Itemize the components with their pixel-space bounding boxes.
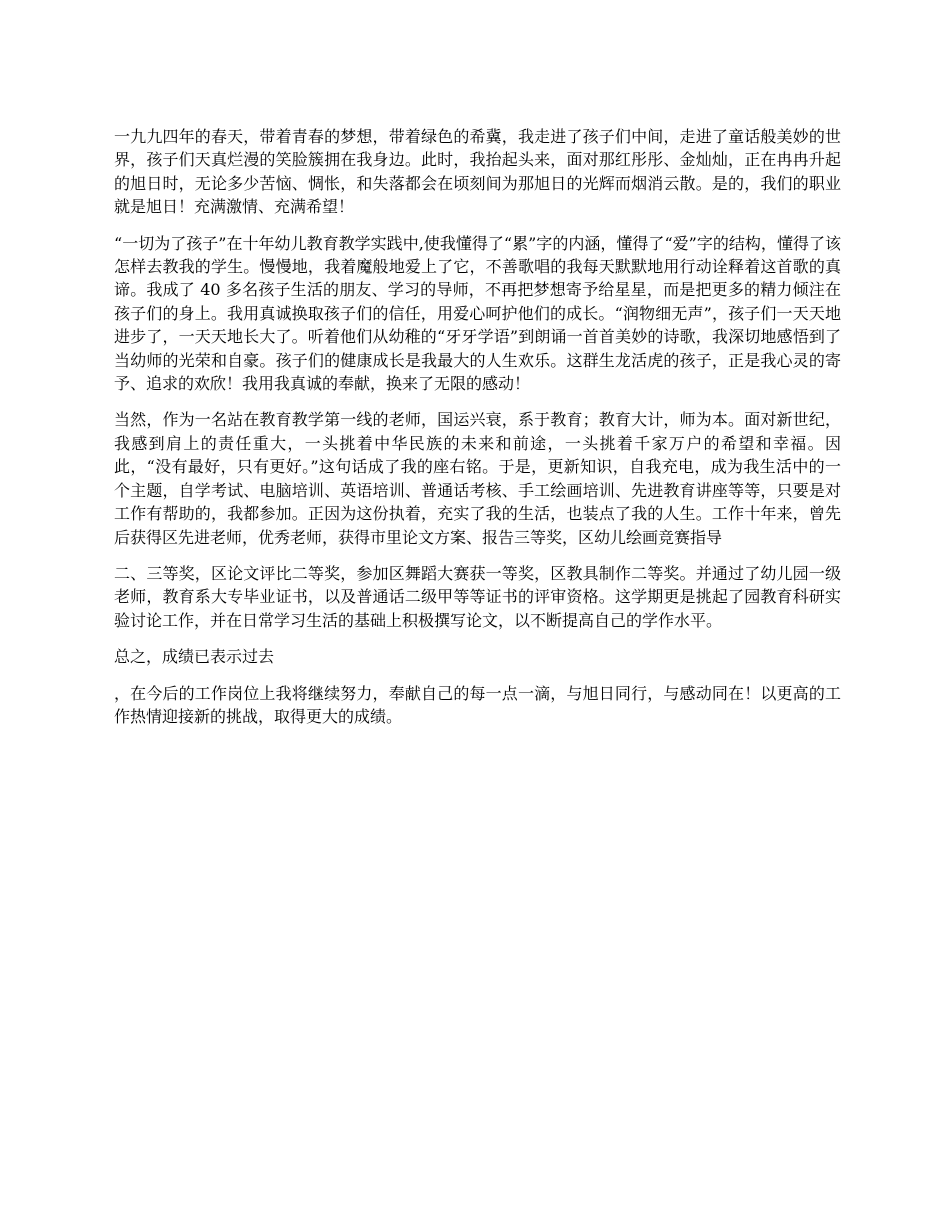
paragraph-1: 一九九四年的春天，带着青春的梦想，带着绿色的希冀，我走进了孩子们中间，走进了童话般美妙的世界，孩子们天真烂漫的笑脸簇拥在我身边。此时，我抬起头来，面对那红彤彤、金灿灿，正在冉冉升起的旭日时，无论多少苦恼、惆怅，和失落都会在顷刻间为那旭日的光辉而烟消云散。是的，我们的职业就是旭日！充满激情、充满希望！ (114, 127, 841, 217)
paragraph-5: 总之，成绩已表示过去 (114, 647, 275, 667)
document-body (114, 125, 841, 741)
paragraph-4: 二、三等奖，区论文评比二等奖，参加区舞蹈大赛获一等奖，区教具制作二等奖。并通过了幼儿园一级老师，教育系大专毕业证书，以及普通话二级甲等等证书的评审资格。这学期更是挑起了园教育科研实验讨论工作，并在日常学习生活的基础上积极撰写论文，以不断提高自己的学作水平。 (114, 563, 841, 630)
paragraph-6: ，在今后的工作岗位上我将继续努力，奉献自己的每一点一滴，与旭日同行，与感动同在！以更高的工作热情迎接新的挑战，取得更大的成绩。 (114, 683, 841, 726)
paragraph-3: 当然，作为一名站在教育教学第一线的老师，国运兴衰，系于教育；教育大计，师为本。面对新世纪，我感到肩上的责任重大，一头挑着中华民族的未来和前途，一头挑着千家万户的希望和幸福。因此，“没有最好，只有更好。”这句话成了我的座右铭。于是，更新知识，自我充电，成为我生活中的一个主题，自学考试、电脑培训、英语培训、普通话考核、手工绘画培训、先进教育讲座等等，只要是对工作有帮助的，我都参加。正因为这份执着，充实了我的生活，也装点了我的人生。工作十年来，曾先后获得区先进老师，优秀老师，获得市里论文方案、报告三等奖，区幼儿绘画竞赛指导 (114, 410, 841, 547)
paragraph-2: “一切为了孩子”在十年幼儿教育教学实践中,使我懂得了“累”字的内涵，懂得了“爱”字的结构，懂得了该怎样去教我的学生。慢慢地，我着魔般地爱上了它，不善歌唱的我每天默默地用行动诠释着这首歌的真谛。我成了 40 多名孩子生活的朋友、学习的导师，不再把梦想寄予给星星，而是把更多的精力倾注在孩子们的身上。我用真诚换取孩子们的信任，用爱心呵护他们的成长。“润物细无声”，孩子们一天天地进步了，一天天地长大了。听着他们从幼稚的“牙牙学语”到朗诵一首首美妙的诗歌，我深切地感悟到了当幼师的光荣和自豪。孩子们的健康成长是我最大的人生欢乐。这群生龙活虎的孩子，正是我心灵的寄予、追求的欢欣！我用我真诚的奉献，换来了无限的感动！ (114, 233, 841, 394)
